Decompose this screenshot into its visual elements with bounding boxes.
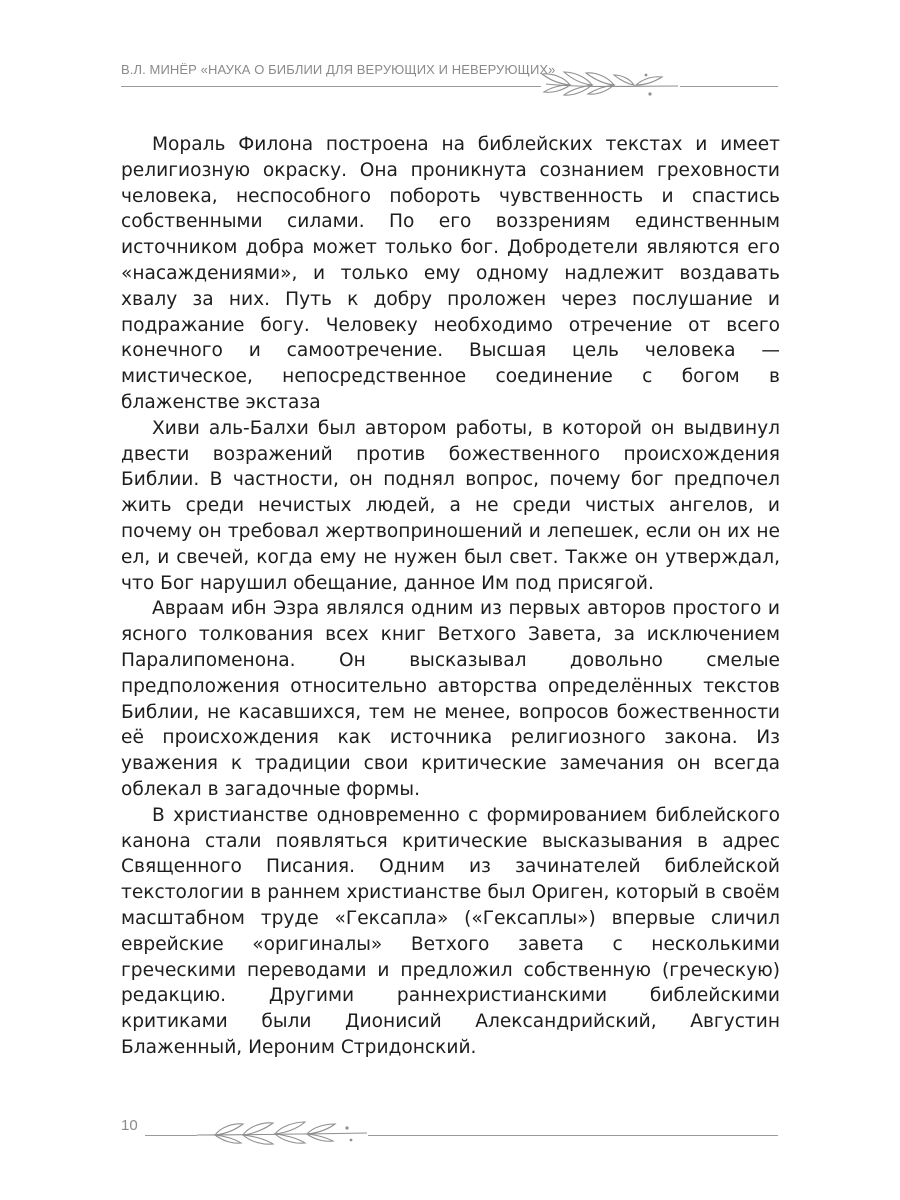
header-rule-right bbox=[680, 86, 778, 87]
footer-rule-right bbox=[368, 1135, 778, 1136]
header-rule bbox=[121, 86, 541, 87]
body-text bbox=[121, 132, 780, 1061]
page-number: 10 bbox=[121, 1117, 138, 1134]
running-header: В.Л. МИНЁР «НАУКА О БИБЛИИ ДЛЯ ВЕРУЮЩИХ И НЕВЕРУЮЩИХ» bbox=[121, 62, 556, 77]
paragraph: Хиви аль-Балхи был автором работы, в которой он выдвинул двести возражений против божественного происхождения Библии. В частности, он поднял вопрос, почему бог предпочел жить среди нечистых людей, а не среди чистых ангелов, и почему он требовал жертвоприношений и лепешек, если он их не ел, и свечей, когда ему не нужен был свет. Также он утверждал, что Бог нарушил обещание, данное Им под присягой. bbox=[121, 417, 780, 594]
leaf-branch-icon bbox=[540, 64, 680, 108]
paragraph: В христианстве одновременно с формированием библейского канона стали появляться критические высказывания в адрес Священного Писания. Одним из зачинателей библейской текстологии в раннем христианстве был Ориген, который в своём масштабном труде «Гексапла» («Гексаплы») впервые сличил еврейские «оригиналы» Ветхого завета с несколькими греческими переводами и предложил собственную (греческую) редакцию. Другими раннехристианскими библейскими критиками были Дионисий Александрийский, Августин Блаженный, Иероним Стридонский. bbox=[121, 804, 780, 1058]
paragraph: Авраам ибн Эзра являлся одним из первых авторов простого и ясного толкования всех книг Ветхого Завета, за исключением Паралипоменона. Он высказывал довольно смелые предположения относительно авторства определённых текстов Библии, не касавшихся, тем не менее, вопросов божественности её происхождения как источника религиозного закона. Из уважения к традиции свои критические замечания он всегда облекал в загадочные формы. bbox=[121, 598, 780, 800]
leaf-branch-icon bbox=[195, 1114, 370, 1158]
paragraph: Мораль Филона построена на библейских текстах и имеет религиозную окраску. Она проникнута сознанием греховности человека, неспособного побороть чувственность и спастись собственными силами. По его воззрениям единственным источником добра может только бог. Добродетели являются его «насаждениями», и только ему одному надлежит воздавать хвалу за них. Путь к добру проложен через послушание и подражание богу. Человеку необходимо отречение от всего конечного и самоотречение. Высшая цель человека — мистическое, непосредственное соединение с богом в блаженстве экстаза bbox=[121, 134, 780, 413]
footer-rule-left bbox=[145, 1135, 197, 1136]
